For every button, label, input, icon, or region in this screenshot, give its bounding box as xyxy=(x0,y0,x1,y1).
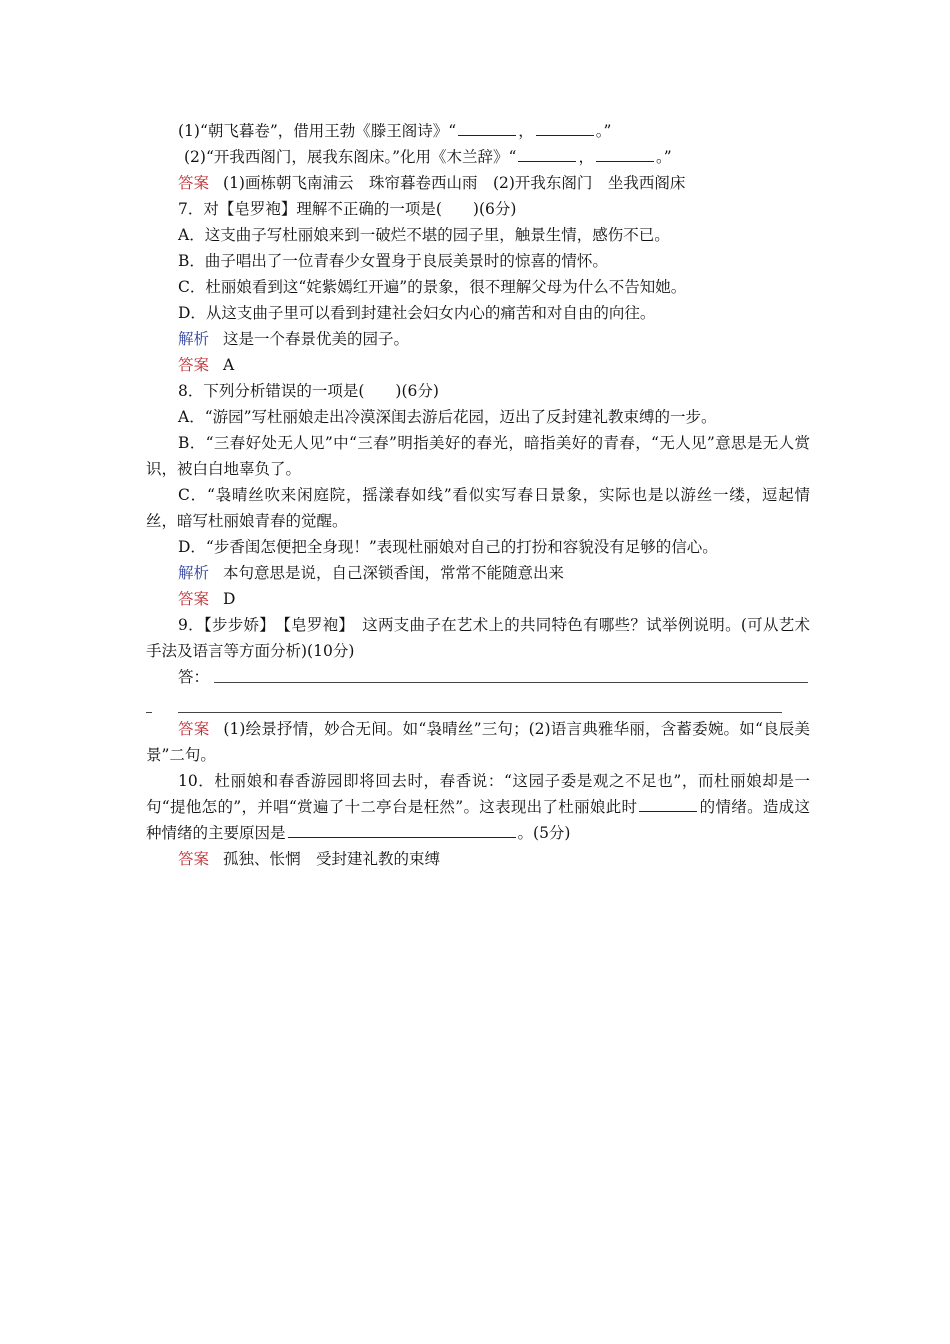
q7-answer: 答案 A xyxy=(178,356,235,374)
answer-label: 答案 xyxy=(178,590,210,608)
q8-option-b: B．“三春好处无人见”中“三春”明指美好的春光，暗指美好的青春，“无人见”意思是无人赏识，被白白地辜负了。 xyxy=(146,434,810,478)
answer-underline xyxy=(178,712,782,713)
q7-explanation: 解析 这是一个春景优美的园子。 xyxy=(178,330,410,348)
fill-blank[interactable] xyxy=(288,820,516,838)
explanation-label: 解析 xyxy=(178,330,210,348)
q9-answer-line-2[interactable] xyxy=(146,690,810,716)
q9-stem: 9．【步步娇】 【皂罗袍】 这两支曲子在艺术上的共同特色有哪些？试举例说明。(可从艺术手法及语言等方面分析)(10分) xyxy=(146,616,810,660)
q7-option-b: B．曲子唱出了一位青春少女置身于良辰美景时的惊喜的情怀。 xyxy=(178,252,608,270)
q10-stem: 10．杜丽娘和春香游园即将回去时，春香说：“这园子委是观之不足也”，而杜丽娘却是一句“提他怎的”，并唱“赏遍了十二亭台是枉然”。这表现出了杜丽娘此时 的情绪。造成这种情绪的主要原因是 。(5分) xyxy=(146,772,810,842)
answer-label: 答案 xyxy=(178,356,210,374)
q8-explanation: 解析 本句意思是说，自己深锁香闺，常常不能随意出来 xyxy=(178,564,565,582)
q9-answer-line[interactable] xyxy=(146,664,810,690)
q7-stem: 7．对【皂罗袍】理解不正确的一项是( )(6分) xyxy=(178,200,517,218)
fill-blank[interactable] xyxy=(458,118,516,136)
explanation-label: 解析 xyxy=(178,564,210,582)
q6-part1: (1)“朝飞暮卷”，借用王勃《滕王阁诗》“ ， 。” xyxy=(146,118,810,144)
q6-answer: 答案 (1)画栋朝飞南浦云 珠帘暮卷西山雨 (2)开我东阁门 坐我西阁床 xyxy=(178,174,686,192)
answer-prompt: 答： xyxy=(178,668,210,686)
fill-blank[interactable] xyxy=(639,794,697,812)
q8-option-d: D．“步香闺怎便把全身现！”表现杜丽娘对自己的打扮和容貌没有足够的信心。 xyxy=(178,538,718,556)
q8-stem: 8．下列分析错误的一项是( )(6分) xyxy=(178,382,439,400)
q6-part2: (2)“开我西阁门，展我东阁床。”化用《木兰辞》“ ， 。” xyxy=(146,144,810,170)
answer-label: 答案 xyxy=(178,720,210,738)
fill-blank[interactable] xyxy=(596,144,654,162)
q7-option-c: C．杜丽娘看到这“姹紫嫣红开遍”的景象，很不理解父母为什么不告知她。 xyxy=(178,278,687,296)
document-content xyxy=(146,118,810,872)
q8-option-a: A．“游园”写杜丽娘走出冷漠深闺去游后花园，迈出了反封建礼教束缚的一步。 xyxy=(178,408,717,426)
answer-underline xyxy=(214,682,808,683)
q10-answer: 答案 孤独、怅惘 受封建礼教的束缚 xyxy=(178,850,441,868)
q7-option-a: A．这支曲子写杜丽娘来到一破烂不堪的园子里，触景生情，感伤不已。 xyxy=(178,226,670,244)
answer-underline-stub xyxy=(146,712,152,713)
q9-answer: 答案 (1)绘景抒情，妙合无间。如“袅晴丝”三句；(2)语言典雅华丽，含蓄委婉。如“良辰美景”二句。 xyxy=(146,720,810,764)
fill-blank[interactable] xyxy=(518,144,576,162)
q8-answer: 答案 D xyxy=(178,590,236,608)
q7-option-d: D．从这支曲子里可以看到封建社会妇女内心的痛苦和对自由的向往。 xyxy=(178,304,656,322)
fill-blank[interactable] xyxy=(536,118,594,136)
answer-label: 答案 xyxy=(178,850,210,868)
answer-label: 答案 xyxy=(178,174,210,192)
q8-option-c: C．“袅晴丝吹来闲庭院，摇漾春如线”看似实写春日景象，实际也是以游丝一缕，逗起情丝，暗写杜丽娘青春的觉醒。 xyxy=(146,486,810,530)
